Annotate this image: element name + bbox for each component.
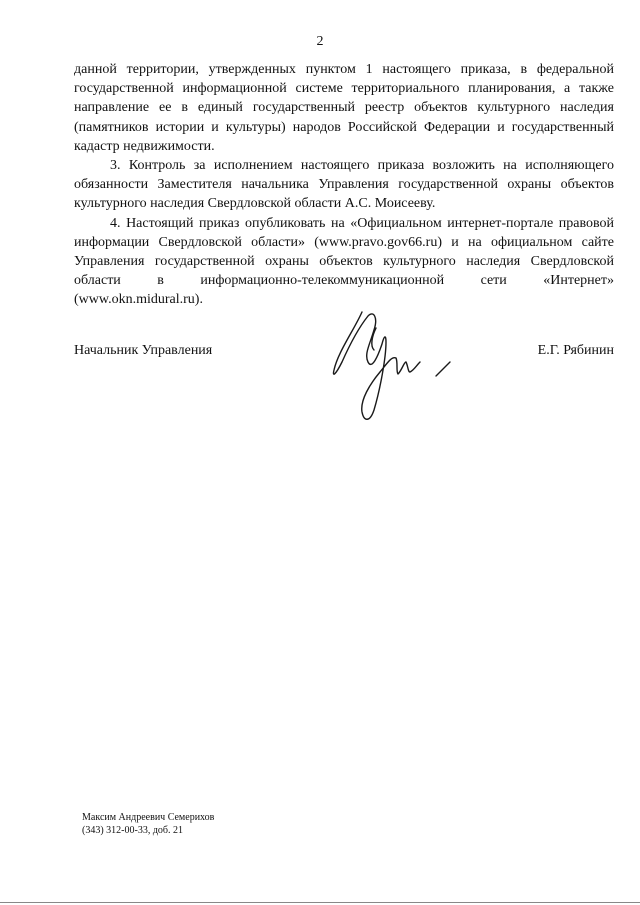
bottom-edge-line <box>0 902 640 903</box>
signatory-name: Е.Г. Рябинин <box>537 343 614 358</box>
document-body <box>74 60 614 310</box>
paragraph-publication: 4. Настоящий приказ опубликовать на «Официальном интернет-портале правовой информации Свердловской области» (www.pravo.gov66.ru) и на официальном сайте Управления государственной охраны объектов культурного наследия Свердловской области в информационно-телекоммуникационной сети «Интернет» (www.okn.midural.ru). <box>74 215 614 308</box>
contact-phone: (343) 312-00-33, доб. 21 <box>82 825 183 836</box>
contact-name: Максим Андреевич Семерихов <box>82 812 215 823</box>
page-number: 2 <box>316 34 324 49</box>
handwritten-signature <box>326 300 466 430</box>
footer-contact <box>82 811 214 837</box>
signatory-position: Начальник Управления <box>74 343 213 358</box>
paragraph-control: 3. Контроль за исполнением настоящего приказа возложить на исполняющего обязанности Заместителя начальника Управления государственной охраны объектов культурного наследия Свердловской области А.С. Моисееву. <box>74 158 614 212</box>
paragraph-continuation: данной территории, утвержденных пунктом 1 настоящего приказа, в федеральной государственной информационной системе территориального планирования, а также направление ее в единый государственный реестр объектов культурного наследия (памятников истории и культуры) народов Российской Федерации и государственный кадастр недвижимости. <box>74 62 614 154</box>
